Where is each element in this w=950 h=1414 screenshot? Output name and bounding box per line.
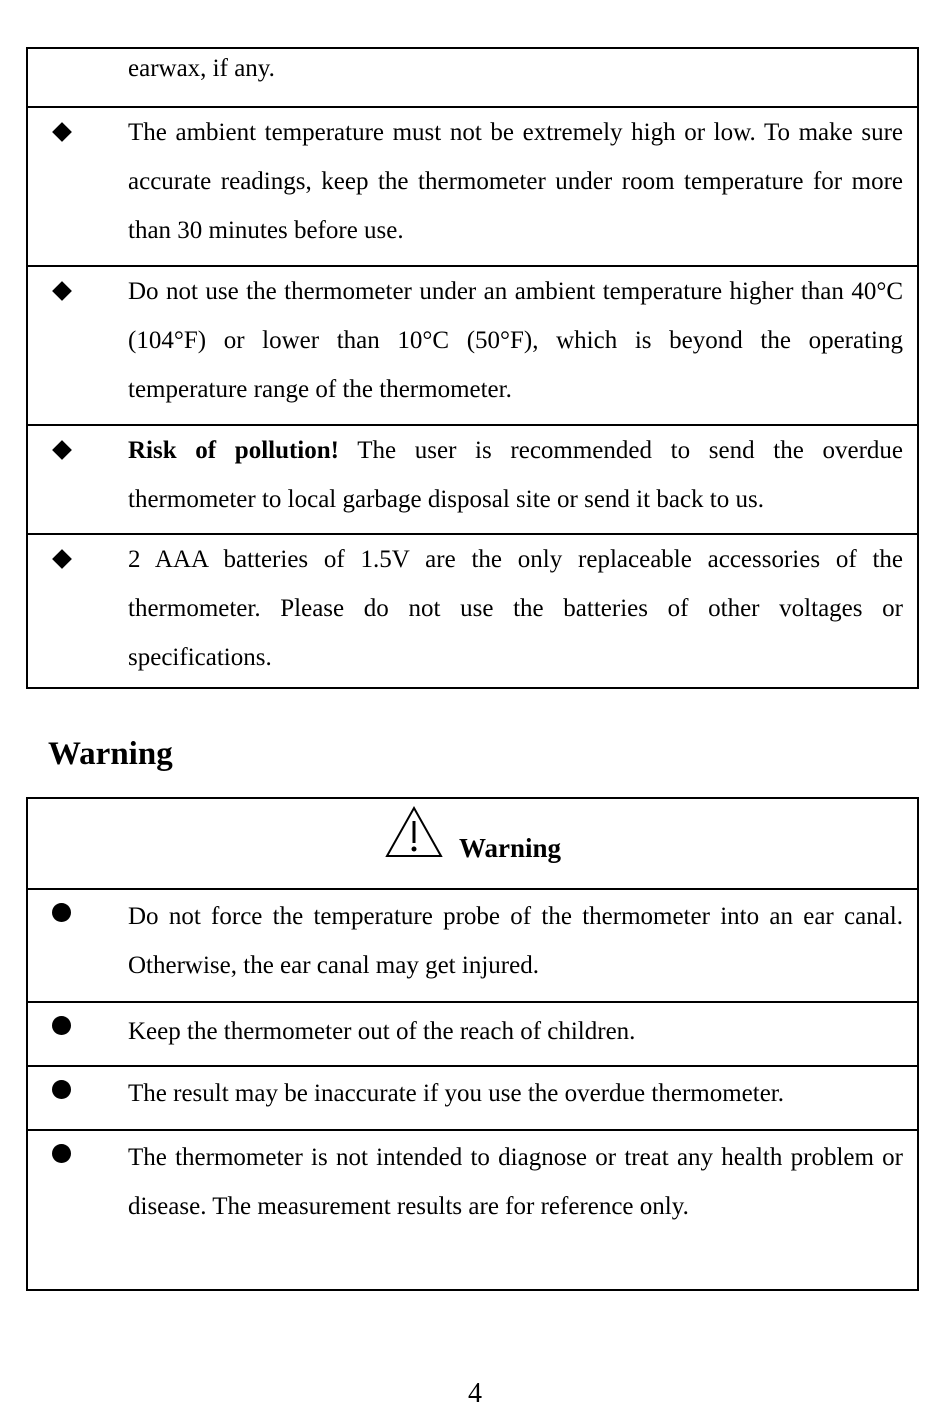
warning-table <box>26 797 919 1291</box>
circle-bullet-icon <box>52 903 71 922</box>
warning-row <box>28 888 917 1001</box>
warning-text: The result may be inaccurate if you use the overdue thermometer. <box>128 1080 784 1107</box>
caution-text-rest: The user is recommended to send the overdue thermometer to local garbage disposal site or send it back to us. <box>128 437 903 513</box>
diamond-bullet-icon <box>52 281 72 301</box>
warning-text: Keep the thermometer out of the reach of children. <box>128 1018 636 1045</box>
warning-text: Do not force the temperature probe of the thermometer into an ear canal. Otherwise, the ear canal may get injured. <box>128 903 903 979</box>
circle-bullet-icon <box>52 1144 71 1163</box>
warning-row <box>28 1001 917 1065</box>
page-number: 4 <box>468 1378 482 1409</box>
caution-row <box>28 49 917 106</box>
caution-row <box>28 424 917 533</box>
warning-row <box>28 1129 917 1289</box>
diamond-bullet-icon <box>52 549 72 569</box>
warning-row <box>28 1065 917 1129</box>
caution-text <box>128 426 903 524</box>
warning-triangle-icon <box>384 805 444 859</box>
caution-row <box>28 533 917 691</box>
caution-text: earwax, if any. <box>128 55 275 82</box>
warning-text: The thermometer is not intended to diagnose or treat any health problem or disease. The measurement results are for reference only. <box>128 1144 903 1220</box>
diamond-bullet-icon <box>52 440 72 460</box>
caution-row <box>28 106 917 265</box>
warning-title: Warning <box>459 833 562 863</box>
diamond-bullet-icon <box>52 122 72 142</box>
circle-bullet-icon <box>52 1016 71 1035</box>
circle-bullet-icon <box>52 1080 71 1099</box>
caution-text: 2 AAA batteries of 1.5V are the only replaceable accessories of the thermometer. Please do not use the batteries of other voltages or specifications. <box>128 546 903 671</box>
caution-row <box>28 265 917 424</box>
warning-header <box>28 799 917 888</box>
section-heading: Warning <box>48 736 173 772</box>
caution-text: The ambient temperature must not be extremely high or low. To make sure accurate readings, keep the thermometer under room temperature for more than 30 minutes before use. <box>128 119 903 244</box>
caution-table <box>26 47 919 689</box>
caution-lead: Risk of pollution! <box>128 437 339 464</box>
caution-text: Do not use the thermometer under an ambient temperature higher than 40°C (104°F) or lower than 10°C (50°F), which is beyond the operating temperature range of the thermometer. <box>128 278 903 403</box>
